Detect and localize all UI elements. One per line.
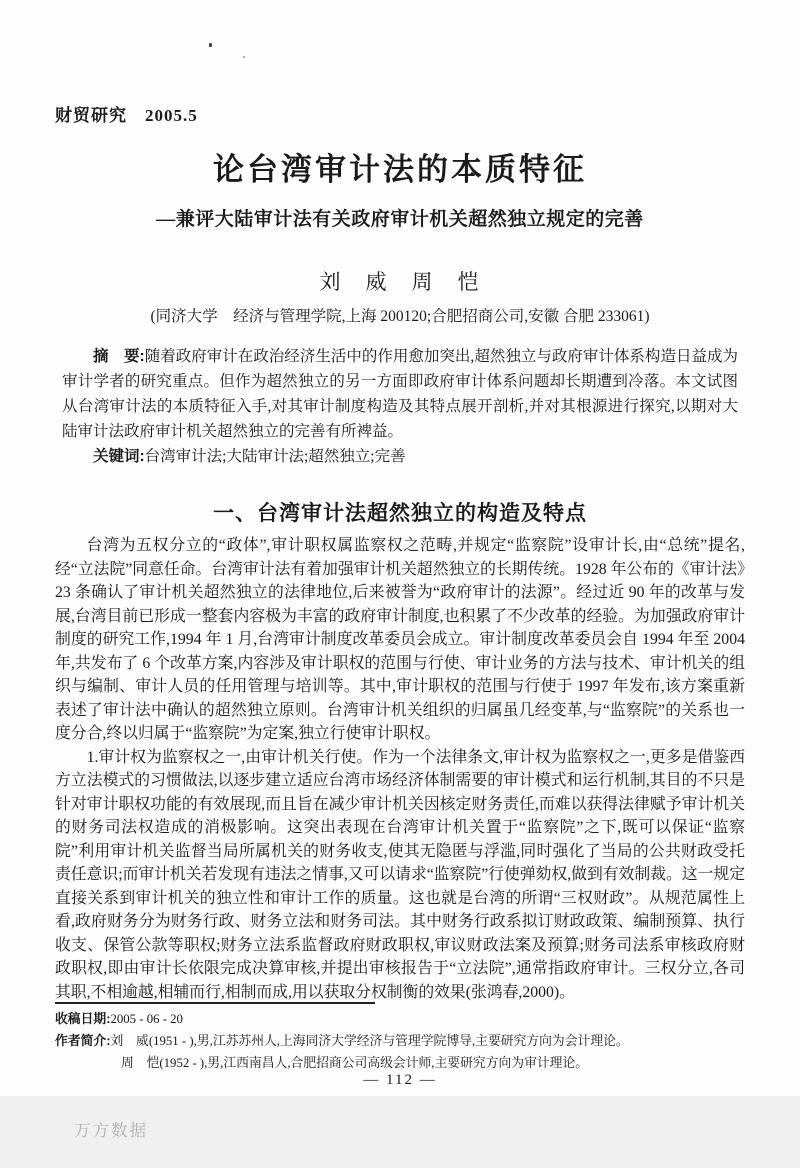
journal-name: 财贸研究 [55,106,127,125]
footnote-divider [55,1002,375,1004]
paper-subtitle: —兼评大陆审计法有关政府审计机关超然独立规定的完善 [156,209,644,230]
body-paragraph-1: 台湾为五权分立的“政体”,审计职权属监察权之范畴,并规定“监察院”设审计长,由“总统”提名,经“立法院”同意任命。台湾审计法有着加强审计机关超然独立的长期传统。1928 年公布的《审计法》23 条确认了审计机关超然独立的法律地位,后来被誉为“政府审计的法源”。经过近 90 年的改革与发展,台湾目前已形成一整套内容极为丰富的政府审计制度,也积累了不少改革的经验。为加强政府审计制度的研究工作,1994 年 1 月,台湾审计制度改革委员会成立。审计制度改革委员会自 1994 年至 2004 年,共发布了 6 个改革方案,内容涉及审计职权的范围与行使、审计业务的方法与技术、审计机关的组织与编制、审计人员的任用管理与培训等。其中,审计职权的范围与行使于 1997 年发布,该方案重新表述了审计法中确认的超然独立原则。台湾审计机关组织的归属虽几经变革,与“监察院”的关系也一度分合,终以归属于“监察院”为定案,独立行使审计职权。 [55,537,745,742]
ink-speck [209,43,212,47]
author-bio-label: 作者简介: [55,1033,111,1048]
received-date-line [55,1008,745,1030]
author-bio-line-1 [55,1030,745,1052]
page-number: — 112 — [363,1072,437,1088]
wanfang-watermark: 万方数据 [74,1122,148,1140]
abstract-text: 随着政府审计在政治经济生活中的作用愈加突出,超然独立与政府审计体系构造日益成为审计学者的研究重点。但作为超然独立的另一方面即政府审计体系问题却长期遭到冷落。本文试图从台湾审计法的本质特征入手,对其审计制度构造及其特点展开剖析,并对其根源进行探究,以期对大陆审计法政府审计机关超然独立的完善有所裨益。 [62,348,738,440]
article-body [55,534,745,1004]
abstract-paragraph [62,344,738,444]
section-heading: 一、台湾审计法超然独立的构造及特点 [213,502,587,525]
paper-title: 论台湾审计法的本质特征 [213,152,587,187]
abstract-label: 摘 要: [93,348,145,365]
ink-speck [243,56,245,58]
keywords-line [62,444,738,469]
journal-header [55,101,198,126]
author-bio-text-2: 周 恺(1952 - ),男,江西南昌人,合肥招商公司高级会计师,主要研究方向为审计理论。 [121,1056,589,1070]
received-date-label: 收稿日期: [55,1011,111,1026]
keywords-label: 关键词: [93,448,145,465]
author-bio-line-2 [55,1052,745,1074]
author-bio-text-1: 刘 威(1951 - ),男,江苏苏州人,上海同济大学经济与管理学院博导,主要研究方向为会计理论。 [110,1034,629,1048]
abstract-block [62,344,738,469]
footnote-block [55,1008,745,1074]
journal-issue: 2005.5 [145,106,198,125]
keywords-text: 台湾审计法;大陆审计法;超然独立;完善 [144,448,406,465]
authors: 刘 威 周 恺 [319,270,481,294]
affiliation: (同济大学 经济与管理学院,上海 200120;合肥招商公司,安徽 合肥 233061) [150,308,650,325]
body-paragraph-2: 1.审计权为监察权之一,由审计机关行使。作为一个法律条文,审计权为监察权之一,更多是借鉴西方立法模式的习惯做法,以逐步建立适应台湾市场经济体制需要的审计模式和运行机制,其目的不只是针对审计职权功能的有效展现,而且旨在减少审计机关因核定财务责任,而难以获得法律赋予审计机关的财务司法权造成的消极影响。这突出表现在台湾审计机关置于“监察院”之下,既可以保证“监察院”利用审计机关监督当局所属机关的财务收支,使其无隐匿与浮滥,同时强化了当局的公共财政受托责任意识;而审计机关若发现有违法之情事,又可以请求“监察院”行使弹劾权,做到有效制裁。这一规定直接关系到审计机关的独立性和审计工作的质量。这也就是台湾的所谓“三权财政”。从规范属性上看,政府财务分为财务行政、财务立法和财务司法。其中财务行政系拟订财政政策、编制预算、执行收支、保管公款等职权;财务立法系监督政府财政职权,审议财政法案及预算;财务司法系审核政府财政职权,即由审计长依限完成决算审核,并提出审核报告于“立法院”,通常指政府审计。三权分立,各司其职,不相逾越,相辅而行,相制而成,用以获取分权制衡的效果(张鸿春,2000)。 [55,748,745,1001]
received-date-value: 2005 - 06 - 20 [110,1012,183,1026]
